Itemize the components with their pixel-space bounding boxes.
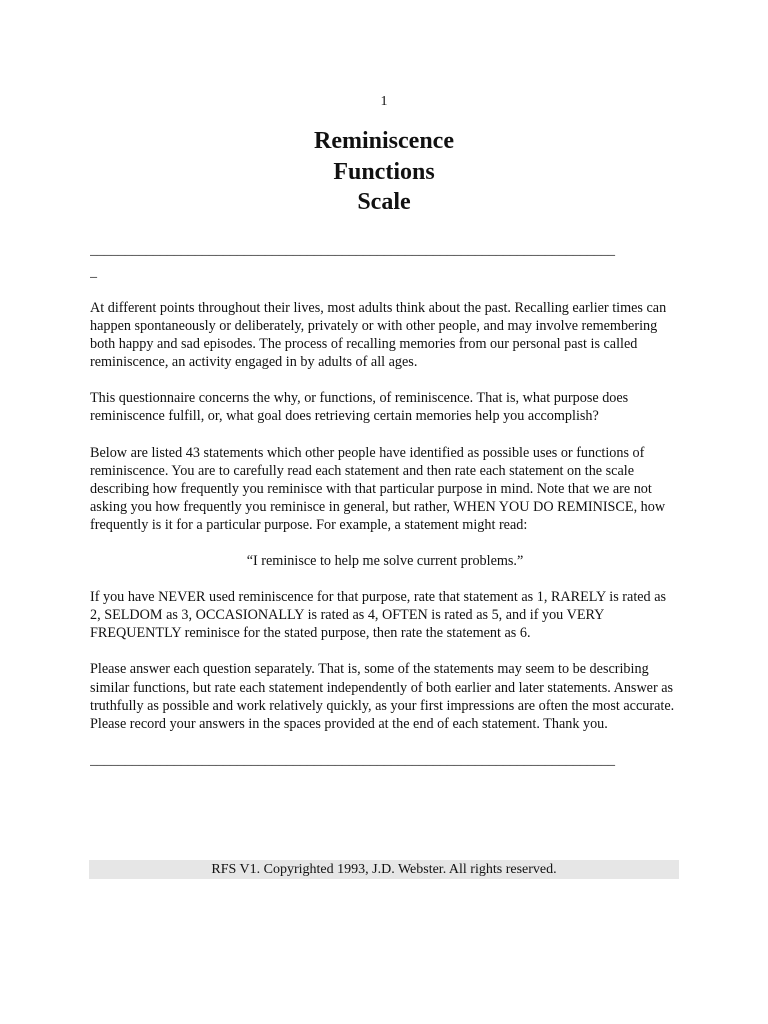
paragraph-purpose: This questionnaire concerns the why, or functions, of reminiscence. That is, what purpose does reminiscence fulfill, or, what goal does retrieving certain memories help you accomplish? — [90, 390, 629, 425]
title-line-3: Scale — [357, 189, 411, 215]
page-title — [0, 126, 768, 218]
paragraph-closing: Please answer each question separately. That is, some of the statements may seem to be describing similar functions, but rate each statement independently of both earlier and later statements. Answer as truthfully as possible and work relatively quickly, as your first impressions are often the most accurate. Please record your answers in the spaces provided at the end of each statement. Thank you. — [90, 661, 675, 732]
title-line-2: Functions — [333, 158, 435, 185]
instructions-body — [90, 299, 680, 751]
bottom-rule: ___________________________________________________________________________ — [90, 753, 615, 768]
top-rule: ___________________________________________________________________________ — [90, 243, 615, 258]
title-line-1: Reminiscence — [314, 128, 454, 154]
paragraph-intro: At different points throughout their lives, most adults think about the past. Recalling earlier times can happen spontaneously or deliberately, privately or with other people, and may involve remembering both happy and sad episodes. The process of recalling memories from our personal past is called reminiscence, an activity engaged in by adults of all ages. — [90, 300, 667, 371]
example-statement: “I reminisce to help me solve current problems.” — [246, 553, 524, 570]
top-rule-tail: _ — [90, 265, 97, 280]
paragraph-rating-scale: If you have NEVER used reminiscence for that purpose, rate that statement as 1, RARELY is rated as 2, SELDOM as 3, OCCASIONALLY is rated as 4, OFTEN is rated as 5, and if you VERY FREQUENTLY reminisce for the stated purpose, then rate the statement as 6. — [90, 589, 667, 642]
paragraph-instructions: Below are listed 43 statements which other people have identified as possible uses or functions of reminiscence. You are to carefully read each statement and then rate each statement on the scale describing how frequently you reminisce with that particular purpose in mind. Note that we are not asking you how frequently you reminisce in general, but rather, WHEN YOU DO REMINISCE, how frequently is it for a particular purpose. For example, a statement might read: — [90, 444, 666, 533]
copyright-footer: RFS V1. Copyrighted 1993, J.D. Webster. All rights reserved. — [89, 860, 679, 879]
page-number: 1 — [380, 94, 388, 109]
